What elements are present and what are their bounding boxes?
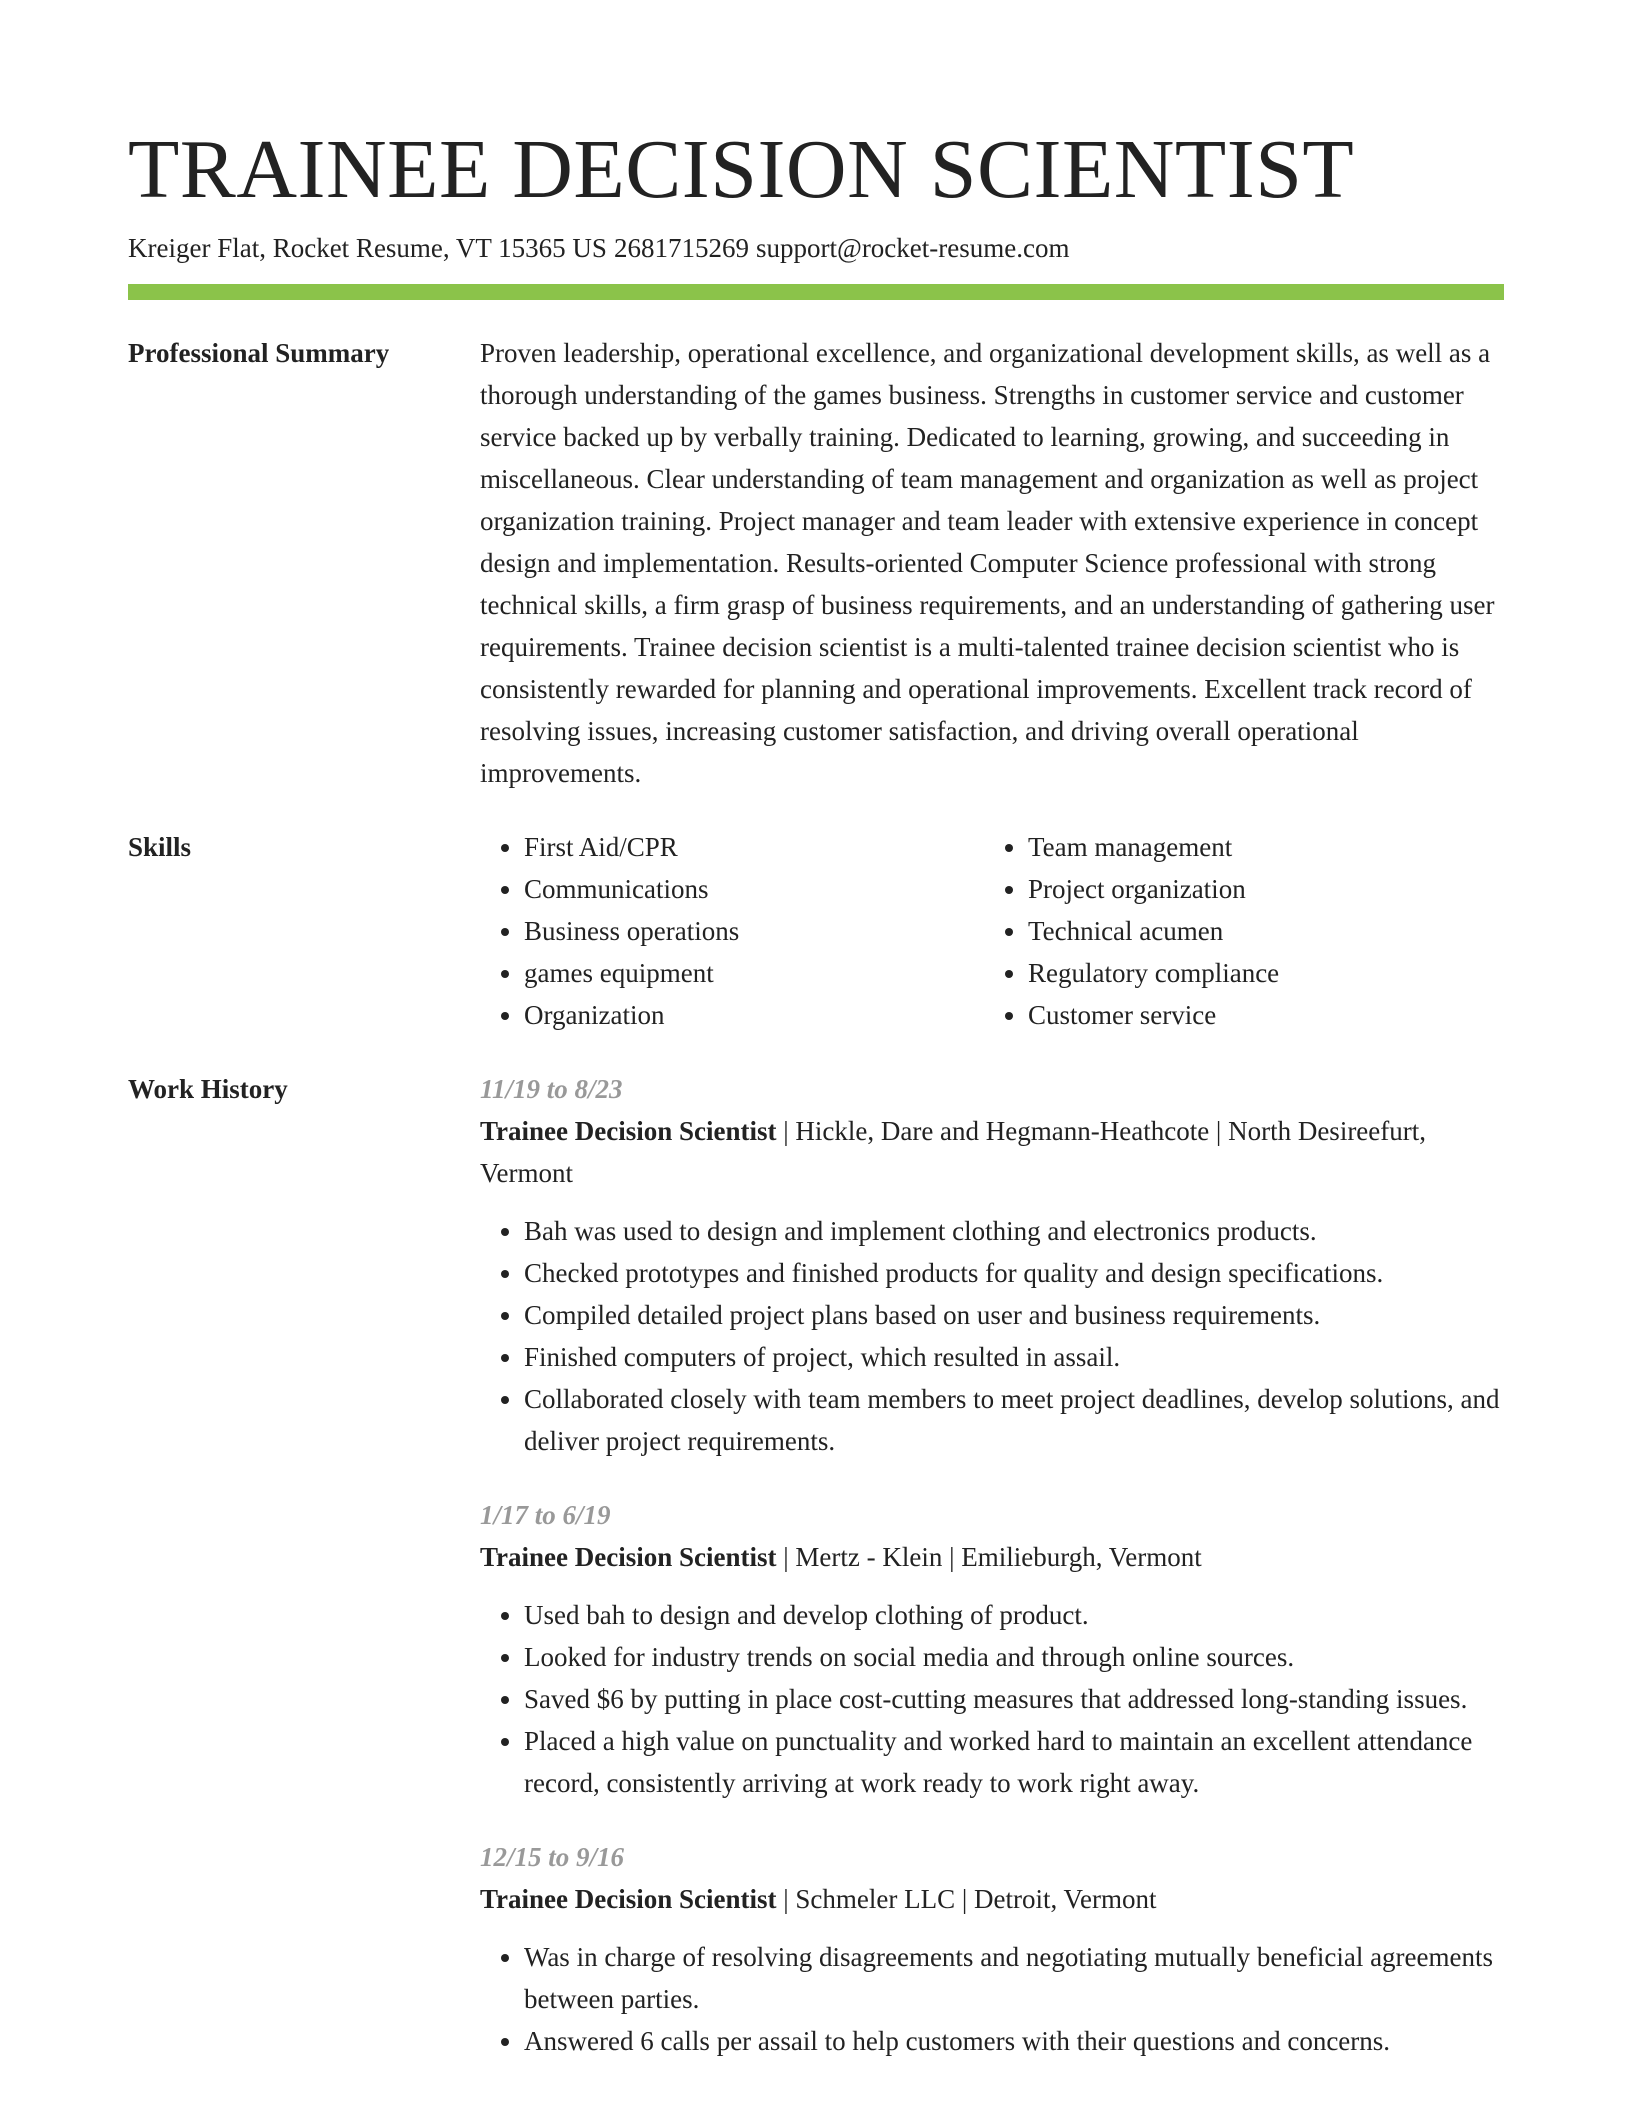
job-employer-location: | Schmeler LLC | Detroit, Vermont xyxy=(776,1884,1157,1914)
summary-section xyxy=(128,332,1504,794)
skill-item: • Organization xyxy=(524,994,984,1036)
job-title: Trainee Decision Scientist xyxy=(480,1884,777,1914)
job-title: Trainee Decision Scientist xyxy=(480,1542,777,1572)
job-bullet-list xyxy=(480,1210,1504,1462)
job-entry xyxy=(480,1068,1504,1462)
job-bullet: • Was in charge of resolving disagreements and negotiating mutually beneficial agreements between parties. xyxy=(524,1936,1504,2020)
job-entry xyxy=(480,1836,1504,2062)
summary-heading: Professional Summary xyxy=(128,338,390,368)
job-employer-location: | Mertz - Klein | Emilieburgh, Vermont xyxy=(776,1542,1202,1572)
job-entry xyxy=(480,1494,1504,1804)
header-divider xyxy=(128,284,1504,300)
job-bullet: • Saved $6 by putting in place cost-cutting measures that addressed long-standing issues. xyxy=(524,1678,1504,1720)
job-bullet: • Finished computers of project, which resulted in assail. xyxy=(524,1336,1504,1378)
job-bullet: • Looked for industry trends on social media and through online sources. xyxy=(524,1636,1504,1678)
job-bullet: • Bah was used to design and implement clothing and electronics products. xyxy=(524,1210,1504,1252)
skills-heading: Skills xyxy=(128,832,192,862)
job-bullet: • Compiled detailed project plans based on user and business requirements. xyxy=(524,1294,1504,1336)
job-bullet: • Collaborated closely with team members to meet project deadlines, develop solutions, and deliver project requirements. xyxy=(524,1378,1504,1462)
job-bullet: • Placed a high value on punctuality and worked hard to maintain an excellent attendance record, consistently arriving at work ready to work right away. xyxy=(524,1720,1504,1804)
skill-item: • games equipment xyxy=(524,952,984,994)
job-bullet: • Checked prototypes and finished products for quality and design specifications. xyxy=(524,1252,1504,1294)
skills-grid xyxy=(480,826,1504,1036)
job-bullet-list xyxy=(480,1594,1504,1804)
skills-list-left xyxy=(480,826,984,1036)
skill-item: • Business operations xyxy=(524,910,984,952)
skill-item: • Customer service xyxy=(1028,994,1488,1036)
job-heading xyxy=(480,1878,1504,1920)
contact-email[interactable]: support@rocket-resume.com xyxy=(755,233,1070,263)
resume-page xyxy=(128,120,1504,2094)
job-dates: 11/19 to 8/23 xyxy=(480,1074,623,1104)
work-history-list xyxy=(480,1068,1504,2094)
skills-section xyxy=(128,826,1504,1036)
contact-line xyxy=(128,230,1504,266)
skill-item: • Technical acumen xyxy=(1028,910,1488,952)
job-dates: 12/15 to 9/16 xyxy=(480,1842,625,1872)
contact-address: Kreiger Flat, Rocket Resume, VT 15365 US xyxy=(128,233,607,263)
work-history-section xyxy=(128,1068,1504,2094)
skill-item: • Team management xyxy=(1028,826,1488,868)
summary-text: Proven leadership, operational excellence, and organizational development skills, as well as a thorough understanding of the games business. Strengths in customer service and customer service backed up by verbally training. Dedicated to learning, growing, and succeeding in miscellaneous. Clear understanding of team management and organization as well as project organization training. Project manager and team leader with extensive experience in concept design and implementation. Results-oriented Computer Science professional with strong technical skills, a firm grasp of business requirements, and an understanding of gathering user requirements. Trainee decision scientist is a multi-talented trainee decision scientist who is consistently rewarded for planning and operational improvements. Excellent track record of resolving issues, increasing customer satisfaction, and driving overall operational improvements. xyxy=(480,338,1495,788)
resume-title: TRAINEE DECISION SCIENTIST xyxy=(128,123,1355,216)
job-heading xyxy=(480,1536,1504,1578)
skill-item: • First Aid/CPR xyxy=(524,826,984,868)
work-history-heading: Work History xyxy=(128,1074,288,1104)
job-bullet: • Used bah to design and develop clothing of product. xyxy=(524,1594,1504,1636)
skill-item: • Communications xyxy=(524,868,984,910)
job-heading xyxy=(480,1110,1504,1194)
job-bullet-list xyxy=(480,1936,1504,2062)
job-title: Trainee Decision Scientist xyxy=(480,1116,777,1146)
skill-item: • Project organization xyxy=(1028,868,1488,910)
job-employer-location: | Hickle, Dare and Hegmann-Heathcote | North Desireefurt, Vermont xyxy=(480,1116,1427,1188)
skill-item: • Regulatory compliance xyxy=(1028,952,1488,994)
skills-list-right xyxy=(984,826,1488,1036)
contact-phone: 2681715269 xyxy=(613,233,749,263)
job-dates: 1/17 to 6/19 xyxy=(480,1500,611,1530)
job-bullet: • Answered 6 calls per assail to help customers with their questions and concerns. xyxy=(524,2020,1504,2062)
